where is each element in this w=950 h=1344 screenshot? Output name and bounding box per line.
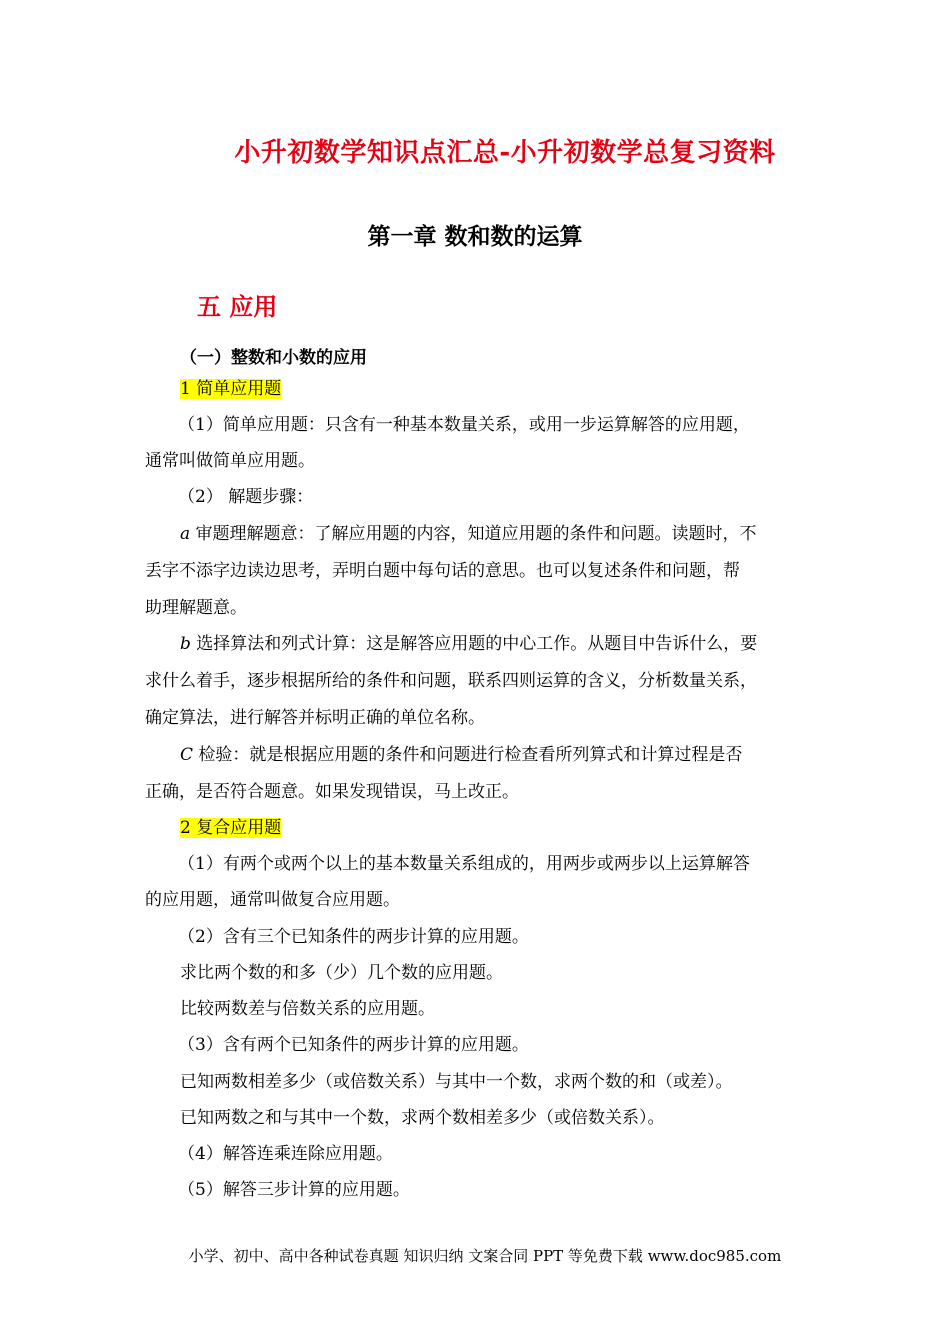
part1-p1-line2: 通常叫做简单应用题。	[145, 451, 315, 471]
c-label: C	[180, 745, 194, 765]
part1-c-line1	[180, 744, 742, 766]
main-title: 小升初数学知识点汇总-小升初数学总复习资料	[234, 138, 776, 168]
section-title: 五 应用	[197, 293, 278, 321]
footer-text: 小学、初中、高中各种试卷真题 知识归纳 文案合同 PPT 等免费下载 www.doc985.com	[188, 1247, 782, 1265]
part2-p5: （5）解答三步计算的应用题。	[178, 1180, 410, 1200]
b-line1-text: 选择算法和列式计算：这是解答应用题的中心工作。从题目中告诉什么，要	[190, 634, 758, 654]
part1-b-line1	[180, 633, 757, 655]
b-label: b	[180, 634, 191, 654]
part1-heading-text: 1 简单应用题	[180, 379, 282, 399]
c-line1-text: 检验：就是根据应用题的条件和问题进行检查看所列算式和计算过程是否	[193, 745, 743, 765]
part2-heading	[180, 817, 281, 839]
part2-heading-text: 2 复合应用题	[180, 818, 282, 838]
part1-b-line2: 求什么着手，逐步根据所给的条件和问题，联系四则运算的含义，分析数量关系，	[145, 671, 757, 691]
part2-p1-line1: （1）有两个或两个以上的基本数量关系组成的，用两步或两步以上运算解答	[178, 854, 750, 874]
part1-p1-line1: （1）简单应用题：只含有一种基本数量关系，或用一步运算解答的应用题，	[178, 415, 750, 435]
part1-a-line1	[180, 523, 757, 545]
part2-p2-b: 比较两数差与倍数关系的应用题。	[180, 999, 435, 1019]
part1-a-line2: 丢字不添字边读边思考，弄明白题中每句话的意思。也可以复述条件和问题，帮	[145, 561, 740, 581]
part1-a-line3: 助理解题意。	[145, 598, 247, 618]
part1-c-line2: 正确，是否符合题意。如果发现错误，马上改正。	[145, 782, 519, 802]
part1-b-line3: 确定算法，进行解答并标明正确的单位名称。	[145, 708, 485, 728]
sub-title: （一）整数和小数的应用	[180, 348, 367, 368]
part2-p3: （3）含有两个已知条件的两步计算的应用题。	[178, 1035, 529, 1055]
chapter-title: 第一章 数和数的运算	[367, 224, 583, 250]
part2-p2-a: 求比两个数的和多（少）几个数的应用题。	[180, 963, 503, 983]
a-label: a	[180, 524, 191, 544]
part2-p4: （4）解答连乘连除应用题。	[178, 1144, 393, 1164]
part2-p2: （2）含有三个已知条件的两步计算的应用题。	[178, 927, 529, 947]
part2-p3-a: 已知两数相差多少（或倍数关系）与其中一个数，求两个数的和（或差）。	[180, 1072, 733, 1092]
part1-p2: （2） 解题步骤：	[178, 487, 314, 507]
a-line1-text: 审题理解题意：了解应用题的内容，知道应用题的条件和问题。读题时，不	[190, 524, 757, 544]
part2-p3-b: 已知两数之和与其中一个数，求两个数相差多少（或倍数关系）。	[180, 1108, 665, 1128]
part1-heading	[180, 378, 281, 400]
part2-p1-line2: 的应用题，通常叫做复合应用题。	[145, 890, 400, 910]
